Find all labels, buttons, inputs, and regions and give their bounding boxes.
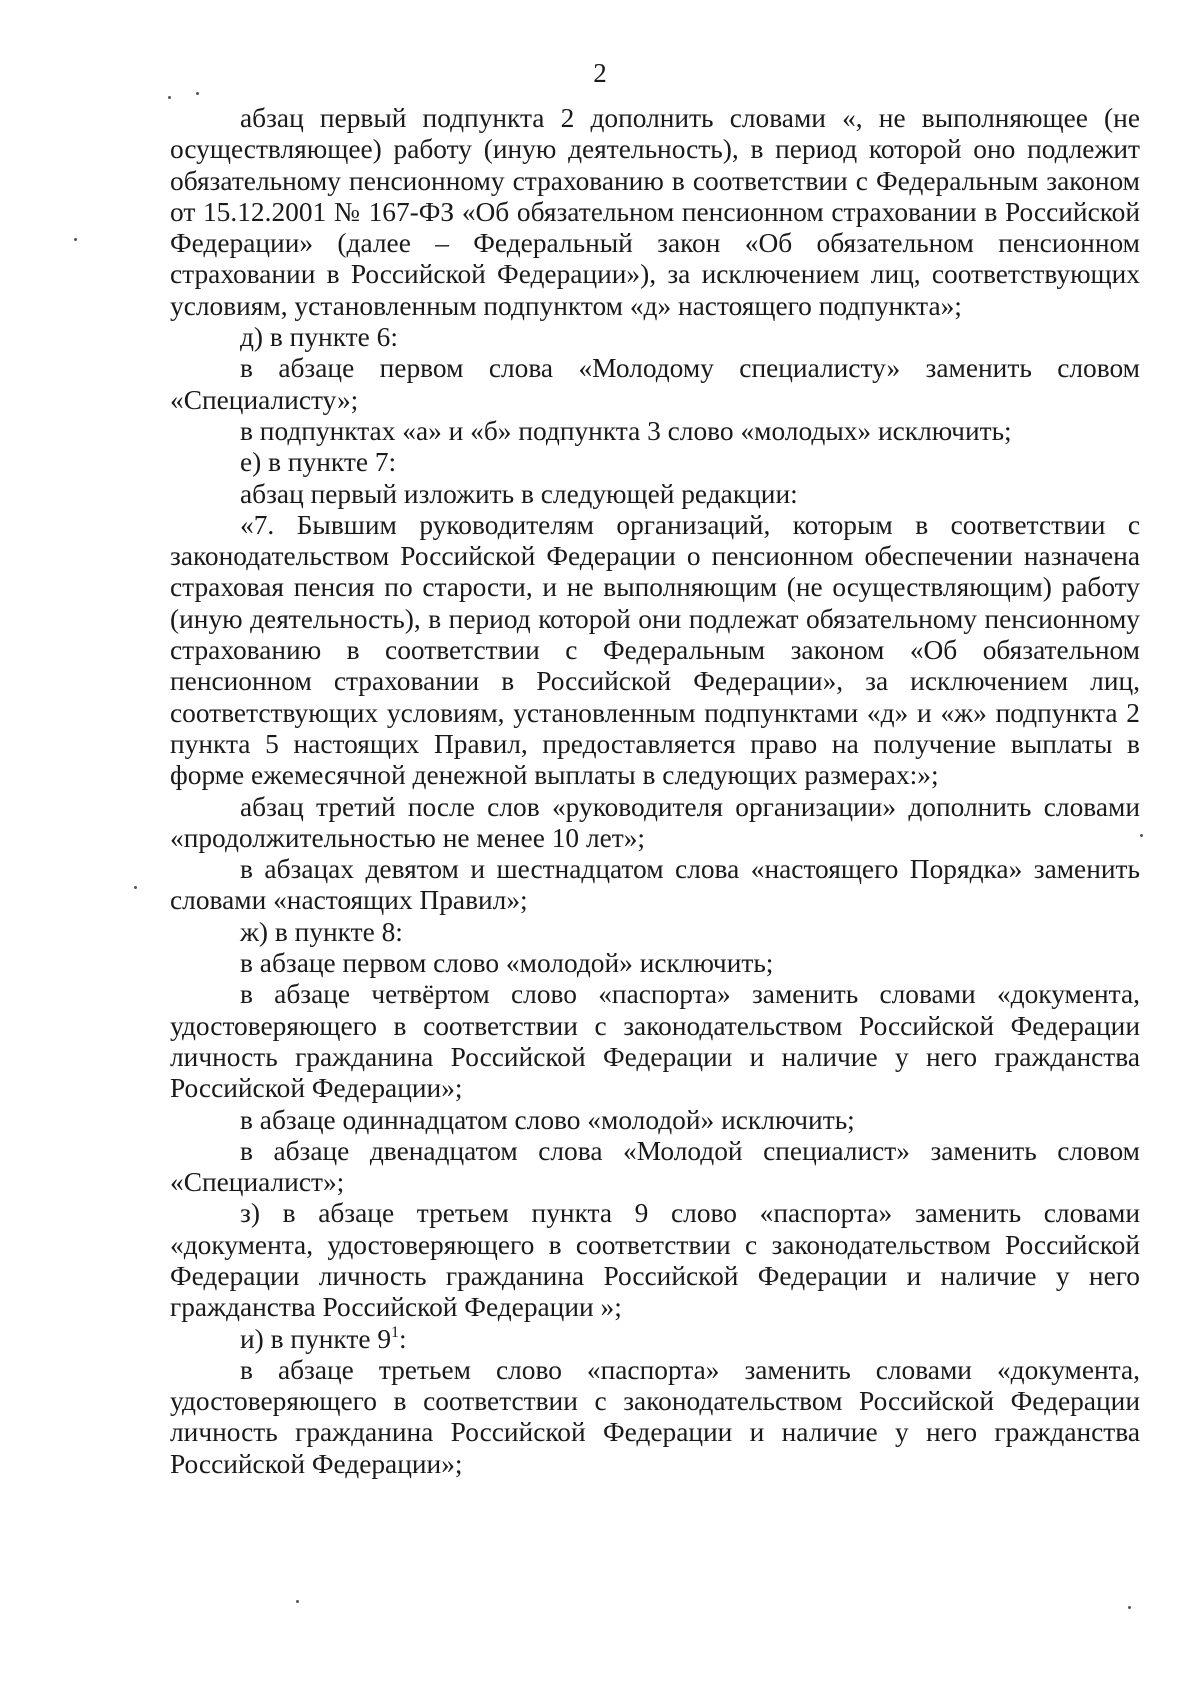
paragraph: в абзаце третьем слово «паспорта» заменить словами «документа, удостоверяющего в соответствии с законодательством Российской Федерации личность гражданина Российской Федерации и наличие у него гражданства Российской Федерации»; (170, 1354, 1140, 1479)
scan-speck (296, 1600, 299, 1603)
paragraph: ж) в пункте 8: (240, 916, 403, 947)
paragraph: абзац первый подпункта 2 дополнить словами «, не выполняющее (не осуществляющее) работу (иную деятельность), в период которой оно подлежит обязательному пенсионному страхованию в соответствии с Федеральным законом от 15.12.2001 № 167-ФЗ «Об обязательном пенсионном страховании в Российской Федерации» (далее – Федеральный закон «Об обязательном пенсионном страховании в Российской Федерации»), за исключением лиц, соответствующих условиям, установленным подпунктом «д» настоящего подпункта»; (170, 103, 1140, 321)
scan-speck (74, 238, 77, 241)
item-i-text: и) в пункте 9 (240, 1323, 392, 1354)
paragraph: «7. Бывшим руководителям организаций, которым в соответствии с законодательством Российской Федерации о пенсионном обеспечении назначена страховая пенсия по старости, и не выполняющим (не осуществляющим) работу (иную деятельность), в период которой они подлежат обязательному пенсионному страхованию в соответствии с Федеральным законом «Об обязательном пенсионном страховании в Российской Федерации», за исключением лиц, соответствующих условиям, установленным подпунктами «д» и «ж» подпункта 2 пункта 5 настоящих Правил, предоставляется право на получение выплаты в форме ежемесячной денежной выплаты в следующих размерах:»; (170, 509, 1140, 791)
paragraph: абзац первый изложить в следующей редакции: (240, 478, 798, 509)
document-body (170, 103, 1140, 1480)
paragraph: д) в пункте 6: (240, 322, 398, 353)
scan-speck (168, 96, 171, 99)
item-i-superscript: 1 (391, 1323, 400, 1341)
paragraph-item-i (170, 1324, 1140, 1355)
paragraph: в абзаце первом слова «Молодому специалисту» заменить словом «Специалисту»; (170, 353, 1140, 415)
scan-speck (196, 92, 199, 95)
paragraph: абзац третий после слов «руководителя организации» дополнить словами «продолжительностью не менее 10 лет»; (170, 791, 1140, 853)
paragraph: е) в пункте 7: (240, 447, 397, 478)
paragraph: в абзацах девятом и шестнадцатом слова «настоящего Порядка» заменить словами «настоящих Правил»; (170, 854, 1140, 916)
scan-speck (134, 886, 137, 889)
item-i-suffix: : (399, 1323, 407, 1354)
scan-speck (1128, 1606, 1131, 1609)
scan-speck (1140, 834, 1143, 837)
paragraph: в абзаце четвёртом слово «паспорта» заменить словами «документа, удостоверяющего в соответствии с законодательством Российской Федерации личность гражданина Российской Федерации и наличие у него гражданства Российской Федерации»; (170, 979, 1140, 1104)
paragraph: в подпунктах «а» и «б» подпункта 3 слово «молодых» исключить; (240, 415, 1012, 446)
paragraph: в абзаце первом слово «молодой» исключить; (240, 948, 774, 979)
paragraph: в абзаце одиннадцатом слово «молодой» исключить; (240, 1104, 855, 1135)
paragraph: з) в абзаце третьем пункта 9 слово «паспорта» заменить словами «документа, удостоверяющего в соответствии с законодательством Российской Федерации личность гражданина Российской Федерации и наличие у него гражданства Российской Федерации »; (170, 1198, 1140, 1323)
page-number: 2 (593, 58, 607, 88)
paragraph: в абзаце двенадцатом слова «Молодой специалист» заменить словом «Специалист»; (170, 1135, 1140, 1198)
